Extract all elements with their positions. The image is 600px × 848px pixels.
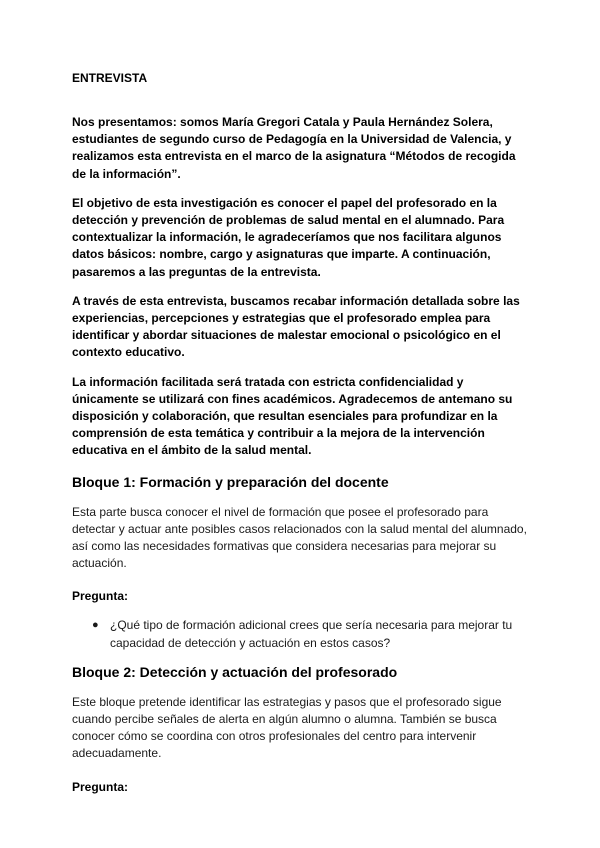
list-item bbox=[92, 617, 532, 651]
block-2-heading: Bloque 2: Detección y actuación del profesorado bbox=[72, 663, 398, 680]
block-1-heading: Bloque 1: Formación y preparación del docente bbox=[72, 473, 389, 490]
intro-paragraph-objective: El objetivo de esta investigación es conocer el papel del profesorado en la detección y prevención de problemas de salud mental en el alumnado. Para contextualizar la información, le agradeceríamos que nos facilitara algunos datos básicos: nombre, cargo y asignaturas que imparte. A continuación, pasaremos a las preguntas de la entrevista. bbox=[72, 195, 505, 279]
block-2-description: Este bloque pretende identificar las estrategias y pasos que el profesorado sigue cuando percibe señales de alerta en algún alumno o alumna. También se busca conocer cómo se coordina con otros profesionales del centro para intervenir adecuadamente. bbox=[72, 694, 502, 761]
block-2-question-label: Pregunta: bbox=[72, 779, 129, 794]
intro-paragraph-presentation: Nos presentamos: somos María Gregori Catala y Paula Hernández Solera, estudiantes de segundo curso de Pedagogía en la Universidad de Valencia, y realizamos esta entrevista en el marco de la asignatura “Métodos de recogida de la información”. bbox=[72, 115, 516, 181]
block-1-question-list bbox=[72, 617, 532, 651]
block-1-question-text: ¿Qué tipo de formación adicional crees que sería necesaria para mejorar tu capacidad de detección y actuación en estos casos? bbox=[110, 618, 513, 650]
block-1-question-label: Pregunta: bbox=[72, 589, 129, 604]
intro-paragraph-purpose: A través de esta entrevista, buscamos recabar información detallada sobre las experiencias, percepciones y estrategias que el profesorado emplea para identificar y abordar situaciones de malestar emocional o psicológico en el contexto educativo. bbox=[72, 293, 520, 360]
intro-paragraph-confidentiality: La información facilitada será tratada con estricta confidencialidad y únicamente se utilizará con fines académicos. Agradecemos de antemano su disposición y colaboración, que resultan esenciales para profundizar en la comprensión de esta temática y contribuir a la mejora de la intervención educativa en el ámbito de la salud mental. bbox=[72, 374, 513, 458]
bullet-icon: ● bbox=[92, 619, 99, 632]
block-1 bbox=[72, 472, 532, 652]
block-1-description: Esta parte busca conocer el nivel de formación que posee el profesorado para detectar y actuar ante posibles casos relacionados con la salud mental del alumnado, así como las necesidades formativas que considera necesarias para mejorar su actuación. bbox=[72, 504, 527, 571]
block-2 bbox=[72, 662, 532, 796]
document-title: ENTREVISTA bbox=[72, 71, 148, 85]
document-page bbox=[72, 70, 532, 808]
